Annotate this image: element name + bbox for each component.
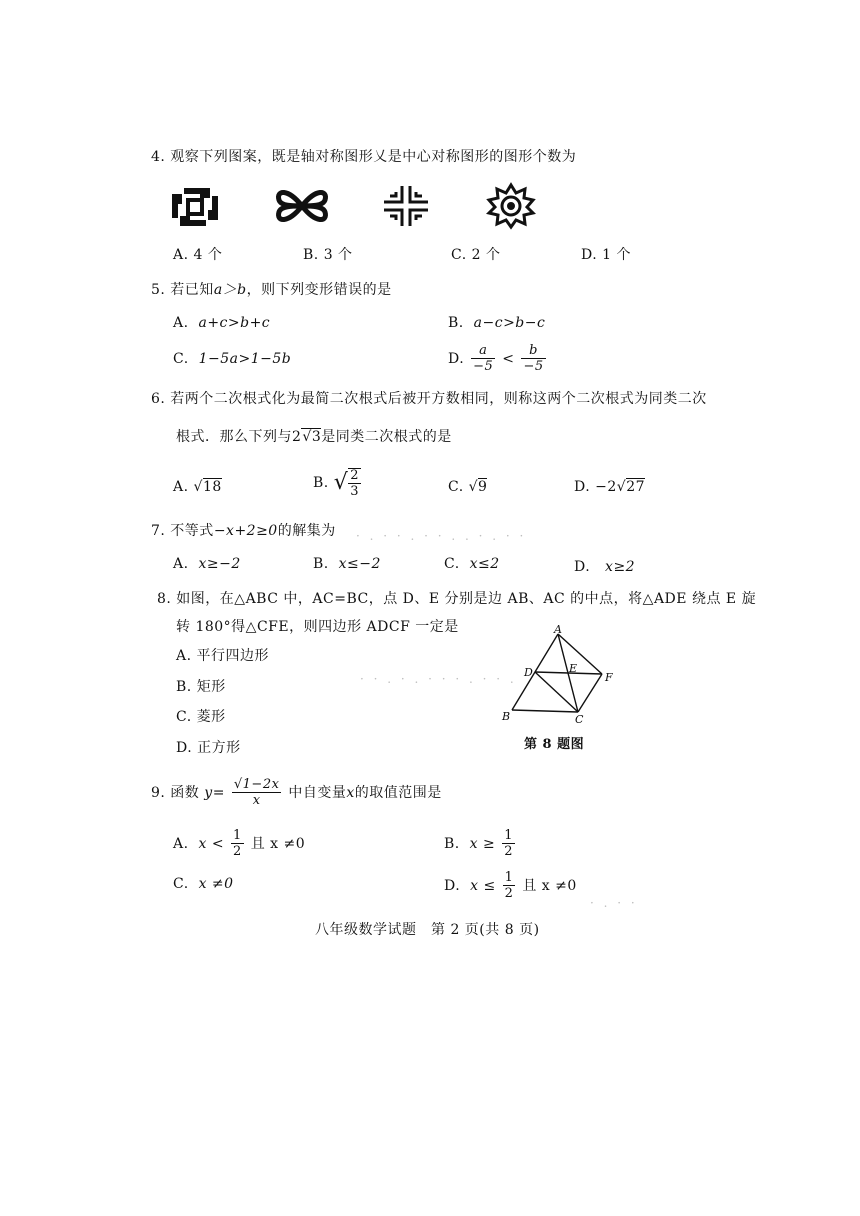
q5-option-d-label: D. — [448, 350, 465, 367]
q5-stem-math: a＞b — [213, 282, 247, 298]
q6-stem-line2-prefix: 根式．那么下列与 — [176, 429, 292, 445]
q9-option-c-math: x ≠0 — [198, 876, 234, 892]
q9-stem-numerator: √1−2x — [233, 777, 280, 792]
q8-option-b[interactable]: B. 矩形 — [176, 679, 226, 695]
bank-logo-icon — [170, 186, 220, 228]
q7-option-d[interactable] — [574, 560, 635, 574]
q5-option-a-math: a+c>b+c — [198, 315, 271, 331]
q6-option-b-den: 3 — [350, 484, 360, 499]
q5-option-d-fraction-right — [521, 344, 545, 373]
q9-stem — [151, 778, 442, 807]
q7-stem-suffix: 的解集为 — [277, 523, 336, 539]
q9-stem-prefix: 9. 函数 — [151, 784, 200, 801]
q9-option-a-label: A. — [173, 835, 189, 852]
q6-option-b-fraction — [348, 468, 361, 498]
q8-stem-line2: 转 180°得△CFE，则四边形 ADCF 一定是 — [176, 619, 459, 635]
q8-stem-line1: 8. 如图，在△ABC 中，AC=BC，点 D、E 分别是边 AB、AC 的中点，将△ADE 绕点 E 旋 — [157, 591, 757, 607]
q6-option-b[interactable] — [313, 468, 363, 498]
segment-fc — [578, 674, 602, 712]
q5-option-a[interactable] — [173, 316, 270, 330]
q9-option-d-post: 且 x ≠0 — [522, 877, 577, 894]
q5-option-b-label: B. — [448, 315, 464, 331]
q9-option-b-label: B. — [444, 835, 460, 852]
q9-stem-suffix-1: 中自变量 — [288, 784, 347, 801]
q9-option-c-label: C. — [173, 876, 189, 892]
segment-dc — [535, 672, 578, 712]
q8-option-d[interactable]: D. 正方形 — [176, 740, 241, 756]
q4-option-d[interactable]: D. 1 个 — [581, 247, 631, 263]
q6-stem-line1: 6. 若两个二次根式化为最简二次根式后被开方数相同，则称这两个二次根式为同类二次 — [151, 391, 707, 407]
q6-stem-math-radicand: 3 — [311, 429, 322, 445]
q6-option-c-radicand: 9 — [478, 479, 488, 495]
q7-stem-math: −x+2≥0 — [213, 523, 278, 539]
q6-option-b-radical-sign: √ — [333, 470, 349, 495]
q9-option-a[interactable] — [173, 829, 305, 858]
q9-option-b[interactable] — [444, 829, 517, 858]
q9-option-b-num: 1 — [504, 828, 513, 843]
q6-option-b-label: B. — [313, 475, 329, 491]
page-footer: 八年级数学试题 第 2 页(共 8 页) — [315, 922, 540, 938]
q5-option-d[interactable] — [448, 344, 548, 373]
q6-stem-line2-suffix: 是同类二次根式的是 — [321, 429, 452, 445]
q5-option-c-label: C. — [173, 351, 189, 367]
q5-stem-suffix: ，则下列变形错误的是 — [246, 282, 392, 298]
q7-option-b-math: x≤−2 — [338, 556, 381, 572]
q9-option-c[interactable] — [173, 877, 234, 891]
q6-stem-line2 — [176, 430, 452, 444]
q9-stem-fraction — [232, 778, 282, 807]
point-e-label: E — [569, 662, 578, 675]
q7-option-c-math: x≤2 — [469, 556, 500, 572]
q9-option-a-fraction — [231, 829, 244, 858]
q6-option-d-radical: √27 — [616, 479, 646, 495]
q7-option-d-label: D. — [574, 559, 591, 575]
scan-noise: · . · · — [590, 896, 638, 910]
q5-option-c-math: 1−5a>1−5b — [198, 351, 292, 367]
q6-option-a-label: A. — [173, 479, 189, 495]
q5-stem-prefix: 5. 若已知 — [151, 282, 214, 298]
q6-stem-math-coef: 2 — [292, 429, 302, 445]
q7-option-d-math: x≥2 — [605, 559, 636, 575]
q9-option-b-pre: x ≥ — [469, 835, 496, 852]
q9-option-d-pre: x ≤ — [470, 877, 496, 894]
q7-option-c-label: C. — [444, 556, 460, 572]
q9-stem-denominator: x — [252, 793, 261, 808]
q6-option-d[interactable] — [574, 480, 645, 494]
q6-option-c[interactable] — [448, 480, 487, 494]
q4-option-b[interactable]: B. 3 个 — [303, 247, 353, 263]
q9-option-a-post: 且 x ≠0 — [250, 835, 306, 852]
q6-option-c-radical: √9 — [468, 479, 488, 495]
q5-option-d-den-left: −5 — [473, 359, 494, 374]
q9-stem-var: x — [346, 784, 355, 801]
q8-option-c[interactable]: C. 菱形 — [176, 709, 226, 725]
q5-option-c[interactable] — [173, 352, 291, 366]
q8-figure-caption: 第 8 题图 — [524, 737, 585, 752]
scan-noise: · . · · . · · . . · . · · — [356, 529, 527, 543]
q5-option-d-den-right: −5 — [523, 359, 544, 374]
q7-option-c[interactable] — [444, 557, 500, 571]
q4-option-c[interactable]: C. 2 个 — [451, 247, 501, 263]
q7-stem — [151, 524, 336, 538]
q6-option-a-radical: √18 — [193, 479, 222, 495]
q9-option-d-den: 2 — [504, 886, 514, 901]
q5-option-d-num-left: a — [471, 344, 495, 359]
q6-option-d-coef: −2 — [595, 479, 617, 495]
q7-option-a-math: x≥−2 — [198, 556, 241, 572]
segment-af — [558, 634, 602, 674]
q5-option-b-math: a−c>b−c — [473, 315, 546, 331]
q9-option-d[interactable] — [444, 871, 577, 900]
q9-option-d-label: D. — [444, 877, 461, 894]
q9-option-b-fraction — [502, 829, 515, 858]
q6-option-d-label: D. — [574, 479, 591, 495]
q9-option-a-den: 2 — [233, 844, 242, 859]
q7-stem-prefix: 7. 不等式 — [151, 523, 214, 539]
q5-option-d-fraction-left — [471, 344, 495, 373]
q6-option-a[interactable] — [173, 480, 222, 494]
q5-option-b[interactable] — [448, 316, 545, 330]
segment-bc — [512, 710, 578, 712]
q6-option-c-label: C. — [448, 479, 464, 495]
q6-option-d-radicand: 27 — [626, 479, 646, 495]
q9-stem-suffix-2: 的取值范围是 — [354, 784, 442, 801]
q4-option-a[interactable]: A. 4 个 — [173, 247, 223, 263]
q9-stem-y: y — [204, 784, 213, 801]
q6-option-a-radicand: 18 — [202, 479, 222, 495]
q9-option-d-num: 1 — [504, 870, 514, 885]
q6-stem-math-radical: √3 — [302, 429, 322, 445]
q9-option-d-fraction — [503, 871, 516, 900]
q6-option-b-num: 2 — [350, 468, 360, 483]
cross-pattern-icon — [380, 184, 432, 228]
scan-noise: · · . · . · · · . · · . — [360, 672, 517, 686]
q8-option-a[interactable]: A. 平行四边形 — [176, 648, 270, 664]
q9-option-b-den: 2 — [504, 844, 513, 859]
point-a-label: A — [554, 624, 562, 636]
four-lobed-knot-icon — [274, 184, 330, 228]
q7-option-b-label: B. — [313, 556, 329, 572]
gear-flower-icon — [486, 182, 536, 230]
point-d-label: D — [524, 666, 533, 679]
q7-option-b[interactable] — [313, 557, 381, 571]
q9-option-a-num: 1 — [233, 828, 242, 843]
point-f-label: F — [605, 671, 613, 684]
point-c-label: C — [575, 713, 584, 726]
q5-option-d-relation: < — [502, 350, 515, 367]
q7-option-a[interactable] — [173, 557, 241, 571]
point-b-label: B — [502, 710, 511, 723]
q5-stem — [151, 283, 392, 297]
q9-option-a-pre: x < — [198, 835, 225, 852]
q5-option-d-num-right: b — [521, 344, 545, 359]
q4-stem: 4. 观察下列图案，既是轴对称图形乂是中心对称图形的图形个数为 — [151, 149, 577, 165]
q5-option-a-label: A. — [173, 315, 189, 331]
q7-option-a-label: A. — [173, 556, 189, 572]
q9-stem-equals: = — [212, 784, 225, 801]
